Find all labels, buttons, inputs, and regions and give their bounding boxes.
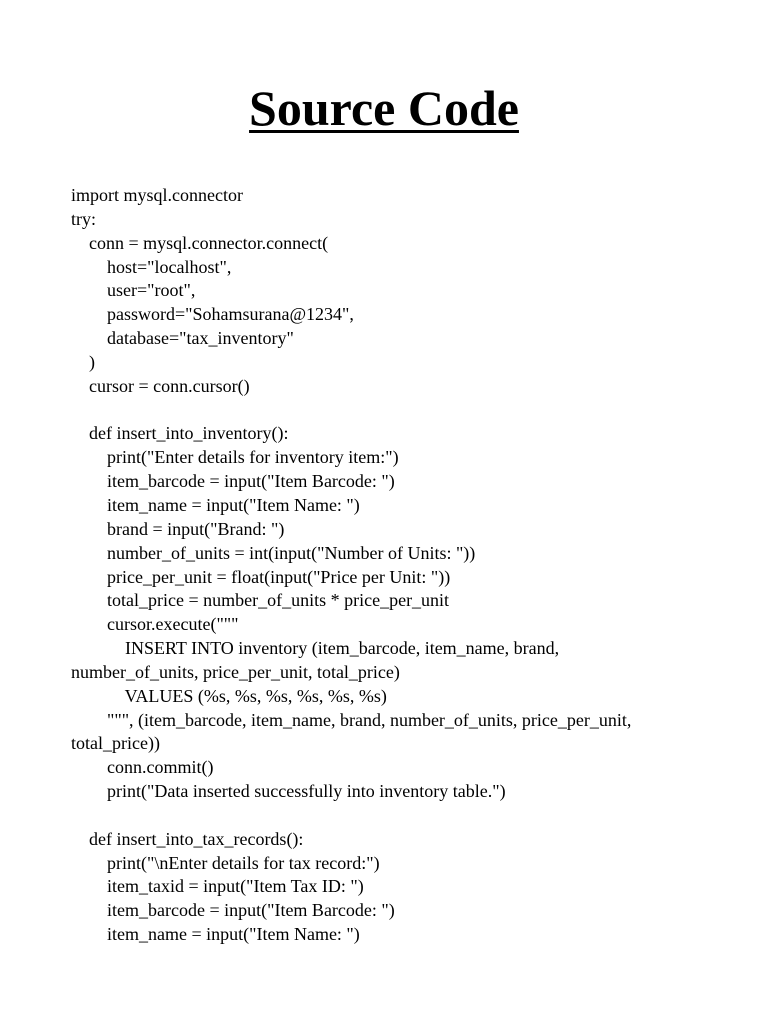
code-line: price_per_unit = float(input("Price per Unit: ")) bbox=[71, 566, 451, 587]
code-line: conn.commit() bbox=[71, 757, 214, 778]
code-line: def insert_into_inventory(): bbox=[71, 423, 289, 444]
code-line: database="tax_inventory" bbox=[71, 328, 294, 349]
code-line: password="Sohamsurana@1234", bbox=[71, 304, 354, 325]
code-line: try: bbox=[71, 208, 96, 229]
source-code-block bbox=[71, 184, 711, 947]
code-line: item_name = input("Item Name: ") bbox=[71, 494, 360, 515]
code-line: total_price = number_of_units * price_per_unit bbox=[71, 590, 450, 611]
code-line: ) bbox=[71, 351, 95, 372]
code-line: item_taxid = input("Item Tax ID: ") bbox=[71, 876, 364, 897]
page-title bbox=[0, 76, 768, 140]
code-line: VALUES (%s, %s, %s, %s, %s, %s) bbox=[71, 685, 387, 706]
code-line: item_barcode = input("Item Barcode: ") bbox=[71, 900, 395, 921]
code-line: def insert_into_tax_records(): bbox=[71, 828, 304, 849]
code-line: print("Enter details for inventory item:") bbox=[71, 447, 399, 468]
code-line: print("\nEnter details for tax record:") bbox=[71, 852, 380, 873]
code-line bbox=[71, 399, 711, 423]
code-line: user="root", bbox=[71, 280, 196, 301]
code-line: INSERT INTO inventory (item_barcode, item_name, brand, bbox=[71, 638, 560, 659]
code-line: host="localhost", bbox=[71, 256, 232, 277]
code-line: item_name = input("Item Name: ") bbox=[71, 924, 360, 945]
code-line: conn = mysql.connector.connect( bbox=[71, 232, 329, 253]
code-line: number_of_units = int(input("Number of Units: ")) bbox=[71, 542, 476, 563]
code-line: number_of_units, price_per_unit, total_price) bbox=[71, 661, 400, 682]
code-line: item_barcode = input("Item Barcode: ") bbox=[71, 471, 395, 492]
code-line: """, (item_barcode, item_name, brand, number_of_units, price_per_unit, bbox=[71, 709, 632, 730]
code-line: cursor = conn.cursor() bbox=[71, 375, 250, 396]
code-line: brand = input("Brand: ") bbox=[71, 518, 285, 539]
code-line bbox=[71, 804, 711, 828]
code-line: import mysql.connector bbox=[71, 185, 243, 205]
page-title-text: Source Code bbox=[249, 80, 519, 136]
code-line: print("Data inserted successfully into inventory table.") bbox=[71, 781, 506, 802]
code-line: total_price)) bbox=[71, 733, 160, 754]
code-line: cursor.execute(""" bbox=[71, 614, 239, 635]
